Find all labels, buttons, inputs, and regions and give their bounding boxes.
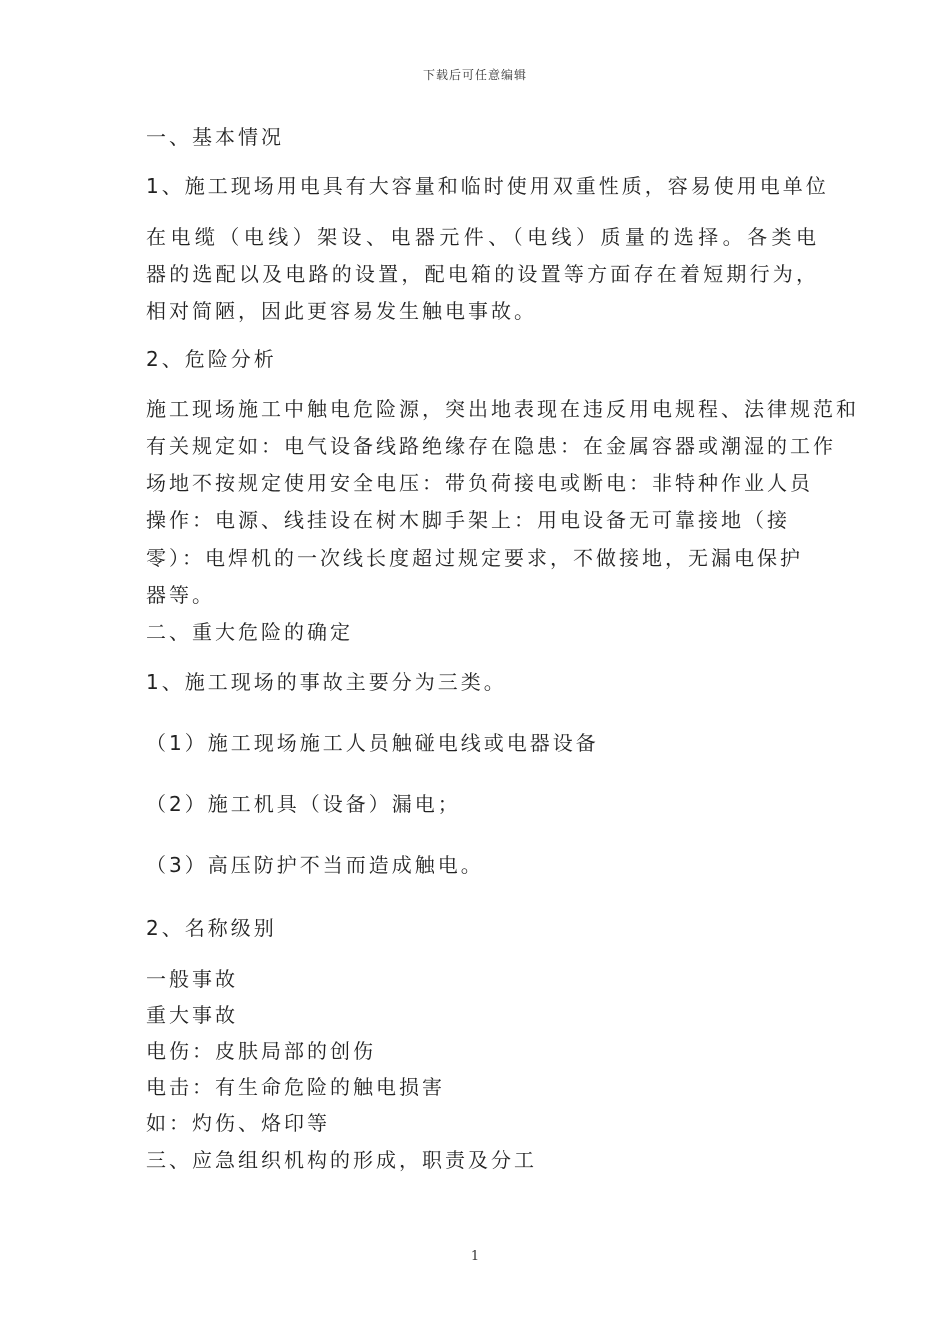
paragraph-line: 1、施工现场的事故主要分为三类。 xyxy=(146,670,507,694)
paragraph-line: 施工现场施工中触电危险源，突出地表现在违反用电规程、法律规范和 xyxy=(146,397,859,421)
page-number: 1 xyxy=(470,1249,480,1264)
paragraph-line: 在电缆（电线）架设、电器元件、（电线）质量的选择。各类电 xyxy=(146,225,818,249)
list-item: 重大事故 xyxy=(146,1003,238,1027)
paragraph-line: 1、施工现场用电具有大容量和临时使用双重性质，容易使用电单位 xyxy=(146,174,829,198)
paragraph-line: 场地不按规定使用安全电压：带负荷接电或断电：非特种作业人员 xyxy=(146,471,813,495)
section-heading-basic: 一、基本情况 xyxy=(146,125,284,149)
paragraph-line: 器等。 xyxy=(146,583,215,607)
page-header: 下载后可任意编辑 xyxy=(422,68,527,82)
paragraph-line: 器的选配以及电路的设置，配电箱的设置等方面存在着短期行为， xyxy=(146,262,818,286)
list-item: （1）施工现场施工人员触碰电线或电器设备 xyxy=(146,731,599,755)
paragraph-line: 相对简陋，因此更容易发生触电事故。 xyxy=(146,299,537,323)
section-heading-emergency-org: 三、应急组织机构的形成，职责及分工 xyxy=(146,1148,537,1172)
paragraph-line: 操作：电源、线挂设在树木脚手架上：用电设备无可靠接地（接 xyxy=(146,508,790,532)
paragraph-line: 有关规定如：电气设备线路绝缘存在隐患：在金属容器或潮湿的工作 xyxy=(146,434,836,458)
list-item: 如：灼伤、烙印等 xyxy=(146,1111,330,1135)
paragraph-line: 零）：电焊机的一次线长度超过规定要求，不做接地，无漏电保护 xyxy=(146,546,803,570)
list-item: （2）施工机具（设备）漏电； xyxy=(146,792,461,816)
list-item: 电伤：皮肤局部的创伤 xyxy=(146,1039,376,1063)
subheading-name-level: 2、名称级别 xyxy=(146,916,277,940)
list-item: 一般事故 xyxy=(146,967,238,991)
subheading-risk-analysis: 2、危险分析 xyxy=(146,347,277,371)
section-heading-major-hazard: 二、重大危险的确定 xyxy=(146,620,353,644)
list-item: （3）高压防护不当而造成触电。 xyxy=(146,853,484,877)
list-item: 电击：有生命危险的触电损害 xyxy=(146,1075,445,1099)
